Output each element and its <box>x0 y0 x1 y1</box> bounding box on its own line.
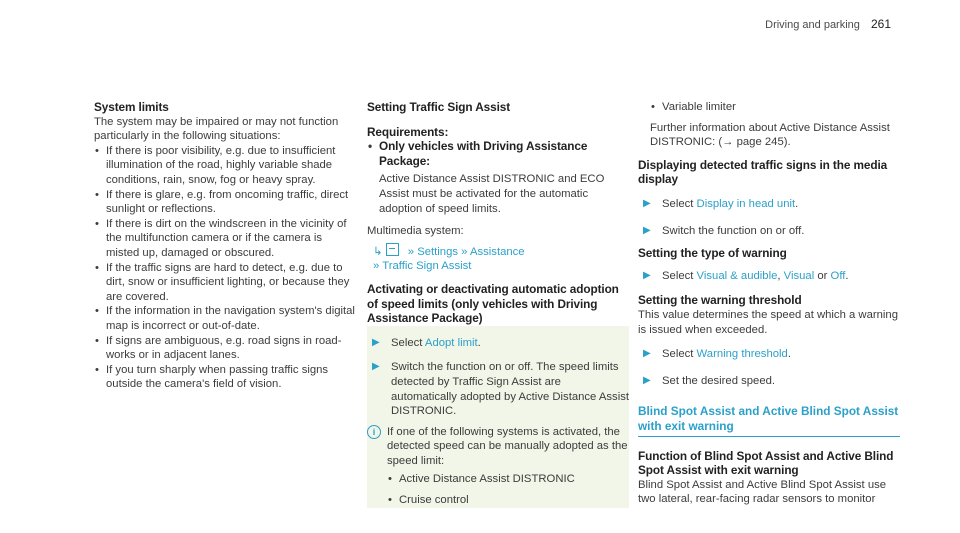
column-display-settings <box>638 100 900 507</box>
step-display-head-unit: ▶ Select Display in head unit. <box>638 197 900 212</box>
system-limits-heading: System limits <box>94 100 169 114</box>
menu-item-settings[interactable]: Settings <box>417 245 459 258</box>
menu-item-traffic-sign-assist[interactable]: Traffic Sign Assist <box>382 260 472 273</box>
list-item: • Variable limiter <box>650 100 900 115</box>
step-arrow-icon: ▶ <box>643 197 651 209</box>
further-info: Further information about Active Distance Assist DISTRONIC: (→ page 245). <box>650 121 890 149</box>
function-text: Blind Spot Assist and Active Blind Spot Assist use two lateral, rear-facing radar sensors to monitor <box>638 478 887 506</box>
step-adopt-limit: ▶ Select Adopt limit. <box>367 336 629 351</box>
info-text: If one of the following systems is activated, the detected speed can be manually adopted as the speed limit: <box>387 425 628 467</box>
page-number: 261 <box>870 17 891 31</box>
column-traffic-sign-assist <box>367 100 629 508</box>
list-item: • If there is glare, e.g. from oncoming traffic, direct sunlight or reflections. <box>94 188 358 217</box>
step-switch-function: ▶ Switch the function on or off. The speed limits detected by Traffic Sign Assist are automatically adopted by Active Distance Assist DISTRONIC. <box>367 360 629 418</box>
warning-type-heading: Setting the type of warning <box>638 246 787 261</box>
column-system-limits <box>94 100 358 392</box>
home-icon[interactable] <box>386 243 399 256</box>
step-arrow-icon: ▶ <box>643 374 651 386</box>
list-item: • Cruise control <box>387 493 629 508</box>
info-list <box>387 472 629 507</box>
menu-item-assistance[interactable]: Assistance <box>469 245 525 258</box>
step-arrow-icon: ▶ <box>643 348 651 360</box>
step-warning-threshold: ▶ Select Warning threshold. <box>638 347 900 362</box>
visual-audible-link[interactable]: Visual & audible <box>696 269 778 282</box>
step-arrow-icon: ▶ <box>372 336 380 348</box>
requirement-item: • Only vehicles with Driving Assistance Package: <box>367 139 629 168</box>
traffic-sign-assist-heading: Setting Traffic Sign Assist <box>367 100 511 114</box>
menu-path-line2 <box>367 259 629 274</box>
activating-heading: Activating or deactivating automatic adoption of speed limits (only vehicles with Driving Assistance Package) <box>367 281 619 326</box>
step-arrow-icon: ▶ <box>372 361 380 373</box>
function-heading: Function of Blind Spot Assist and Active Blind Spot Assist with exit warning <box>638 448 894 478</box>
section-title: Driving and parking <box>765 19 860 31</box>
display-heading: Displaying detected traffic signs in the media display <box>638 157 888 187</box>
list-item: • If there is poor visibility, e.g. due to insufficient illumination of the road, highly variable shade conditions, rain, snow, fog or heavy spray. <box>94 144 358 188</box>
adopt-limit-link[interactable]: Adopt limit <box>424 336 478 349</box>
path-arrow-icon: ↳ <box>373 245 383 258</box>
step-warning-type: ▶ Select Visual & audible, Visual or Off. <box>638 269 900 284</box>
display-in-head-unit-link[interactable]: Display in head unit <box>696 197 796 210</box>
system-limits-list <box>94 144 358 392</box>
info-icon: i <box>367 425 381 439</box>
info-note <box>367 425 629 508</box>
requirements-heading: Requirements: <box>367 124 449 139</box>
warning-threshold-text: This value determines the speed at which a warning is issued when exceeded. <box>638 308 898 336</box>
list-item: • If you turn sharply when passing traffic signs outside the camera's field of vision. <box>94 363 358 392</box>
requirement-text: Active Distance Assist DISTRONIC and ECO Assist must be activated for the automatic adoption of speed limits. <box>379 173 605 215</box>
system-limits-intro: The system may be impaired or may not function particularly in the following situations: <box>94 115 339 143</box>
list-item: • Active Distance Assist DISTRONIC <box>387 472 629 487</box>
warning-threshold-heading: Setting the warning threshold <box>638 293 802 308</box>
off-link[interactable]: Off <box>830 269 846 282</box>
step-set-speed: ▶ Set the desired speed. <box>638 374 900 389</box>
visual-link[interactable]: Visual <box>783 269 815 282</box>
page-header <box>765 17 891 33</box>
menu-path <box>367 243 629 260</box>
multimedia-label: Multimedia system: <box>367 225 464 238</box>
list-item: • If the information in the navigation system's digital map is incorrect or out-of-date. <box>94 304 358 333</box>
step-arrow-icon: ▶ <box>643 269 651 281</box>
list-item: • If signs are ambiguous, e.g. road signs in road-works or in adjacent lanes. <box>94 334 358 363</box>
list-item: • If the traffic signs are hard to detect, e.g. due to dirt, snow or insufficient lighting, or because they are covered. <box>94 261 358 305</box>
blind-spot-section-heading: Blind Spot Assist and Active Blind Spot Assist with exit warning <box>638 404 900 436</box>
path-separator-icon: » <box>373 260 380 273</box>
path-separator-icon: » <box>407 245 415 258</box>
step-switch-on-off: ▶ Switch the function on or off. <box>638 224 900 239</box>
warning-threshold-link[interactable]: Warning threshold <box>696 348 788 361</box>
path-separator-icon: » <box>461 245 468 258</box>
list-item: • If there is dirt on the windscreen in the vicinity of the multifunction camera or if the camera is misted up, damaged or obscured. <box>94 217 358 261</box>
steps-box <box>367 326 629 508</box>
step-arrow-icon: ▶ <box>643 224 651 236</box>
